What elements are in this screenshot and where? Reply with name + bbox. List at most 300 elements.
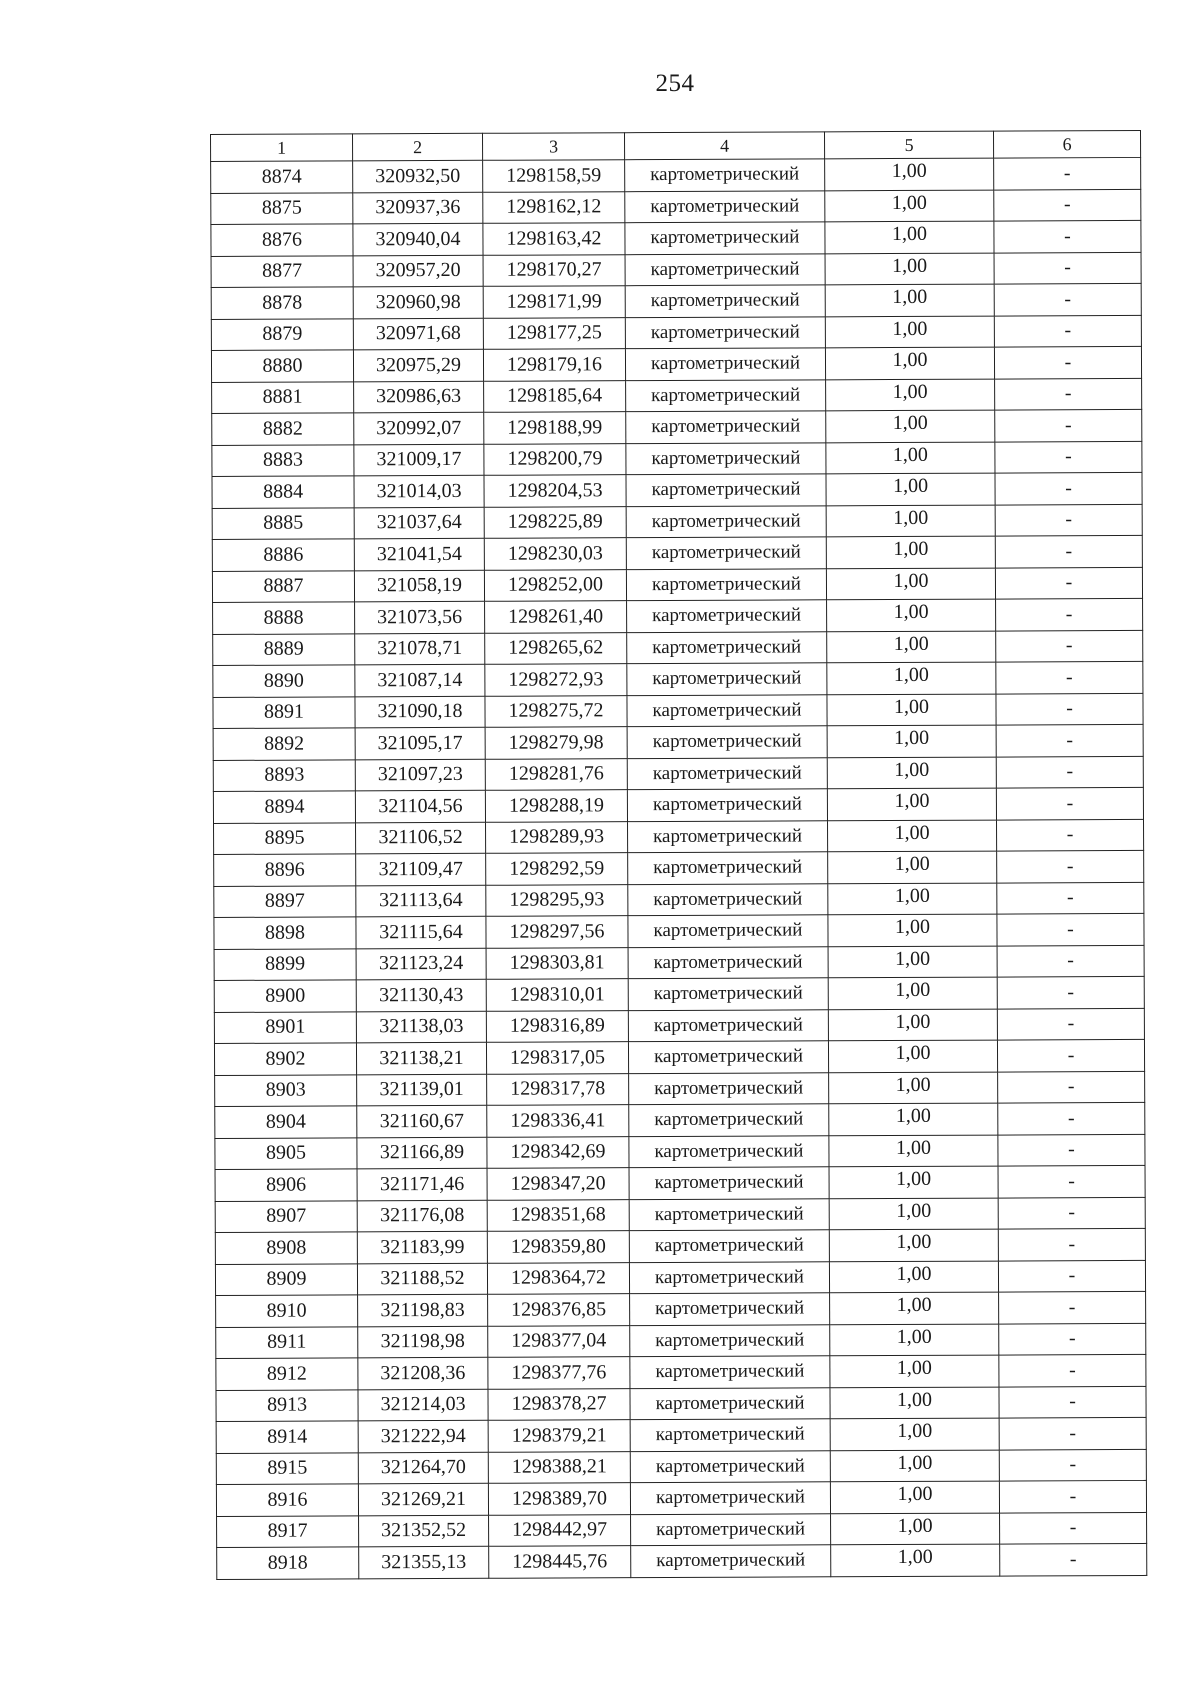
x-coordinate-cell: 321087,14 xyxy=(355,664,485,696)
description-cell: - xyxy=(996,693,1143,725)
accuracy-cell: 1,00 xyxy=(826,505,995,537)
table-row xyxy=(215,1197,1145,1233)
method-cell: картометрический xyxy=(626,411,826,443)
method-cell: картометрический xyxy=(625,348,825,380)
method-cell: картометрический xyxy=(626,474,826,506)
x-coordinate-cell: 321160,67 xyxy=(357,1105,487,1137)
accuracy-cell: 1,00 xyxy=(826,473,995,505)
table-row xyxy=(212,378,1142,414)
y-coordinate-cell: 1298281,76 xyxy=(485,758,627,790)
point-number-cell: 8891 xyxy=(213,696,355,728)
accuracy-cell: 1,00 xyxy=(826,536,995,568)
table-row xyxy=(214,945,1144,981)
description-cell: - xyxy=(994,315,1141,347)
table-row xyxy=(214,819,1144,855)
table-row xyxy=(211,283,1141,319)
method-cell: картометрический xyxy=(628,820,828,852)
method-cell: картометрический xyxy=(628,852,828,884)
y-coordinate-cell: 1298303,81 xyxy=(486,947,628,979)
method-cell: картометрический xyxy=(625,159,825,191)
table-row xyxy=(214,976,1144,1012)
method-cell: картометрический xyxy=(627,789,827,821)
y-coordinate-cell: 1298377,04 xyxy=(488,1325,630,1357)
y-coordinate-cell: 1298272,93 xyxy=(485,664,627,696)
accuracy-cell: 1,00 xyxy=(828,1040,997,1072)
accuracy-cell: 1,00 xyxy=(829,1229,998,1261)
method-cell: картометрический xyxy=(629,1167,829,1199)
method-cell: картометрический xyxy=(629,1230,829,1262)
method-cell: картометрический xyxy=(628,915,828,947)
description-cell: - xyxy=(998,1071,1145,1103)
x-coordinate-cell: 321355,13 xyxy=(359,1546,489,1578)
point-number-cell: 8885 xyxy=(212,507,354,539)
y-coordinate-cell: 1298204,53 xyxy=(484,475,626,507)
y-coordinate-cell: 1298158,59 xyxy=(483,160,625,192)
accuracy-cell: 1,00 xyxy=(826,410,995,442)
description-cell: - xyxy=(996,598,1143,630)
method-cell: картометрический xyxy=(628,1009,828,1041)
x-coordinate-cell: 321139,01 xyxy=(357,1074,487,1106)
accuracy-cell: 1,00 xyxy=(828,946,997,978)
coordinates-table xyxy=(210,130,1147,1580)
point-number-cell: 8914 xyxy=(216,1421,358,1453)
accuracy-cell: 1,00 xyxy=(831,1544,1000,1576)
table-row xyxy=(213,661,1143,697)
description-cell: - xyxy=(995,409,1142,441)
accuracy-cell: 1,00 xyxy=(827,725,996,757)
table-header xyxy=(211,130,1141,161)
description-cell: - xyxy=(995,535,1142,567)
table-row xyxy=(215,1102,1145,1138)
x-coordinate-cell: 321078,71 xyxy=(355,633,485,665)
x-coordinate-cell: 321188,52 xyxy=(357,1263,487,1295)
method-cell: картометрический xyxy=(630,1293,830,1325)
description-cell: - xyxy=(997,913,1144,945)
point-number-cell: 8881 xyxy=(212,381,354,413)
description-cell: - xyxy=(996,724,1143,756)
accuracy-cell: 1,00 xyxy=(827,599,996,631)
x-coordinate-cell: 321073,56 xyxy=(355,601,485,633)
point-number-cell: 8890 xyxy=(213,665,355,697)
column-header-3: 3 xyxy=(482,133,624,161)
method-cell: картометрический xyxy=(626,568,826,600)
description-cell: - xyxy=(995,472,1142,504)
method-cell: картометрический xyxy=(625,190,825,222)
accuracy-cell: 1,00 xyxy=(827,631,996,663)
y-coordinate-cell: 1298297,56 xyxy=(486,916,628,948)
description-cell: - xyxy=(994,157,1141,189)
method-cell: картометрический xyxy=(629,1135,829,1167)
x-coordinate-cell: 321264,70 xyxy=(358,1452,488,1484)
accuracy-cell: 1,00 xyxy=(826,568,995,600)
table-row xyxy=(216,1323,1146,1359)
point-number-cell: 8911 xyxy=(216,1326,358,1358)
method-cell: картометрический xyxy=(626,442,826,474)
x-coordinate-cell: 321109,47 xyxy=(356,853,486,885)
y-coordinate-cell: 1298388,21 xyxy=(488,1451,630,1483)
x-coordinate-cell: 320992,07 xyxy=(354,412,484,444)
y-coordinate-cell: 1298288,19 xyxy=(485,790,627,822)
table-row xyxy=(216,1417,1146,1453)
accuracy-cell: 1,00 xyxy=(828,820,997,852)
y-coordinate-cell: 1298389,70 xyxy=(488,1483,630,1515)
method-cell: картометрический xyxy=(626,537,826,569)
x-coordinate-cell: 321037,64 xyxy=(354,507,484,539)
y-coordinate-cell: 1298351,68 xyxy=(487,1199,629,1231)
accuracy-cell: 1,00 xyxy=(830,1450,999,1482)
point-number-cell: 8879 xyxy=(211,318,353,350)
table-row xyxy=(211,346,1141,382)
y-coordinate-cell: 1298347,20 xyxy=(487,1168,629,1200)
accuracy-cell: 1,00 xyxy=(830,1387,999,1419)
y-coordinate-cell: 1298376,85 xyxy=(488,1294,630,1326)
y-coordinate-cell: 1298336,41 xyxy=(487,1105,629,1137)
description-cell: - xyxy=(998,1102,1145,1134)
table-row xyxy=(216,1449,1146,1485)
description-cell: - xyxy=(996,819,1143,851)
description-cell: - xyxy=(994,252,1141,284)
x-coordinate-cell: 321183,99 xyxy=(357,1231,487,1263)
method-cell: картометрический xyxy=(629,1104,829,1136)
point-number-cell: 8883 xyxy=(212,444,354,476)
point-number-cell: 8912 xyxy=(216,1358,358,1390)
y-coordinate-cell: 1298162,12 xyxy=(483,191,625,223)
table-row xyxy=(217,1512,1147,1548)
x-coordinate-cell: 321214,03 xyxy=(358,1389,488,1421)
x-coordinate-cell: 320960,98 xyxy=(353,286,483,318)
method-cell: картометрический xyxy=(626,505,826,537)
point-number-cell: 8882 xyxy=(212,413,354,445)
column-header-4: 4 xyxy=(624,132,824,160)
point-number-cell: 8908 xyxy=(215,1232,357,1264)
table-row xyxy=(215,1165,1145,1201)
description-cell: - xyxy=(997,1008,1144,1040)
description-cell: - xyxy=(1000,1512,1147,1544)
method-cell: картометрический xyxy=(630,1419,830,1451)
method-cell: картометрический xyxy=(625,285,825,317)
method-cell: картометрический xyxy=(625,253,825,285)
x-coordinate-cell: 321208,36 xyxy=(358,1357,488,1389)
method-cell: картометрический xyxy=(625,316,825,348)
method-cell: картометрический xyxy=(628,946,828,978)
point-number-cell: 8906 xyxy=(215,1169,357,1201)
x-coordinate-cell: 321198,98 xyxy=(358,1326,488,1358)
point-number-cell: 8895 xyxy=(214,822,356,854)
y-coordinate-cell: 1298445,76 xyxy=(489,1546,631,1578)
y-coordinate-cell: 1298292,59 xyxy=(486,853,628,885)
point-number-cell: 8875 xyxy=(211,192,353,224)
description-cell: - xyxy=(998,1228,1145,1260)
accuracy-cell: 1,00 xyxy=(825,253,994,285)
y-coordinate-cell: 1298200,79 xyxy=(484,443,626,475)
y-coordinate-cell: 1298310,01 xyxy=(486,979,628,1011)
y-coordinate-cell: 1298279,98 xyxy=(485,727,627,759)
point-number-cell: 8907 xyxy=(215,1200,357,1232)
x-coordinate-cell: 320971,68 xyxy=(353,318,483,350)
accuracy-cell: 1,00 xyxy=(829,1103,998,1135)
x-coordinate-cell: 321138,21 xyxy=(356,1042,486,1074)
method-cell: картометрический xyxy=(628,978,828,1010)
y-coordinate-cell: 1298230,03 xyxy=(484,538,626,570)
accuracy-cell: 1,00 xyxy=(826,442,995,474)
point-number-cell: 8888 xyxy=(213,602,355,634)
table-row xyxy=(212,535,1142,571)
y-coordinate-cell: 1298275,72 xyxy=(485,695,627,727)
x-coordinate-cell: 321171,46 xyxy=(357,1168,487,1200)
table-row xyxy=(211,220,1141,256)
x-coordinate-cell: 321041,54 xyxy=(354,538,484,570)
y-coordinate-cell: 1298295,93 xyxy=(486,884,628,916)
accuracy-cell: 1,00 xyxy=(827,662,996,694)
point-number-cell: 8897 xyxy=(214,885,356,917)
table-row xyxy=(216,1354,1146,1390)
y-coordinate-cell: 1298170,27 xyxy=(483,254,625,286)
point-number-cell: 8892 xyxy=(213,728,355,760)
x-coordinate-cell: 321352,52 xyxy=(359,1515,489,1547)
accuracy-cell: 1,00 xyxy=(829,1135,998,1167)
point-number-cell: 8915 xyxy=(216,1452,358,1484)
point-number-cell: 8884 xyxy=(212,476,354,508)
column-header-1: 1 xyxy=(211,134,353,162)
description-cell: - xyxy=(997,882,1144,914)
description-cell: - xyxy=(999,1323,1146,1355)
point-number-cell: 8904 xyxy=(215,1106,357,1138)
column-header-5: 5 xyxy=(824,131,993,159)
point-number-cell: 8902 xyxy=(214,1043,356,1075)
x-coordinate-cell: 321009,17 xyxy=(354,444,484,476)
accuracy-cell: 1,00 xyxy=(825,316,994,348)
x-coordinate-cell: 320937,36 xyxy=(353,192,483,224)
description-cell: - xyxy=(999,1449,1146,1481)
x-coordinate-cell: 320975,29 xyxy=(353,349,483,381)
table-row xyxy=(211,315,1141,351)
column-header-6: 6 xyxy=(993,130,1140,158)
point-number-cell: 8878 xyxy=(211,287,353,319)
point-number-cell: 8913 xyxy=(216,1389,358,1421)
accuracy-cell: 1,00 xyxy=(830,1292,999,1324)
y-coordinate-cell: 1298378,27 xyxy=(488,1388,630,1420)
method-cell: картометрический xyxy=(625,222,825,254)
description-cell: - xyxy=(999,1354,1146,1386)
table-row xyxy=(214,1008,1144,1044)
description-cell: - xyxy=(998,1134,1145,1166)
point-number-cell: 8905 xyxy=(215,1137,357,1169)
table-row xyxy=(216,1386,1146,1422)
x-coordinate-cell: 320986,63 xyxy=(354,381,484,413)
y-coordinate-cell: 1298316,89 xyxy=(486,1010,628,1042)
y-coordinate-cell: 1298289,93 xyxy=(486,821,628,853)
x-coordinate-cell: 320957,20 xyxy=(353,255,483,287)
accuracy-cell: 1,00 xyxy=(826,379,995,411)
table-row xyxy=(211,252,1141,288)
description-cell: - xyxy=(999,1291,1146,1323)
accuracy-cell: 1,00 xyxy=(828,851,997,883)
description-cell: - xyxy=(997,945,1144,977)
accuracy-cell: 1,00 xyxy=(827,694,996,726)
description-cell: - xyxy=(994,346,1141,378)
table-row xyxy=(213,787,1143,823)
accuracy-cell: 1,00 xyxy=(828,883,997,915)
method-cell: картометрический xyxy=(630,1324,830,1356)
x-coordinate-cell: 321104,56 xyxy=(355,790,485,822)
description-cell: - xyxy=(997,1039,1144,1071)
table-row xyxy=(212,567,1142,603)
description-cell: - xyxy=(997,850,1144,882)
y-coordinate-cell: 1298188,99 xyxy=(484,412,626,444)
method-cell: картометрический xyxy=(628,1041,828,1073)
table-row xyxy=(213,598,1143,634)
accuracy-cell: 1,00 xyxy=(829,1261,998,1293)
method-cell: картометрический xyxy=(630,1387,830,1419)
method-cell: картометрический xyxy=(629,1072,829,1104)
y-coordinate-cell: 1298359,80 xyxy=(487,1231,629,1263)
accuracy-cell: 1,00 xyxy=(828,977,997,1009)
accuracy-cell: 1,00 xyxy=(829,1166,998,1198)
point-number-cell: 8896 xyxy=(214,854,356,886)
table-body xyxy=(211,157,1147,1579)
point-number-cell: 8877 xyxy=(211,255,353,287)
point-number-cell: 8893 xyxy=(213,759,355,791)
x-coordinate-cell: 321198,83 xyxy=(358,1294,488,1326)
accuracy-cell: 1,00 xyxy=(831,1513,1000,1545)
table-row xyxy=(213,724,1143,760)
point-number-cell: 8918 xyxy=(217,1547,359,1579)
column-header-2: 2 xyxy=(353,133,483,161)
x-coordinate-cell: 321058,19 xyxy=(354,570,484,602)
accuracy-cell: 1,00 xyxy=(829,1198,998,1230)
accuracy-cell: 1,00 xyxy=(825,284,994,316)
description-cell: - xyxy=(994,189,1141,221)
y-coordinate-cell: 1298364,72 xyxy=(487,1262,629,1294)
description-cell: - xyxy=(995,504,1142,536)
method-cell: картометрический xyxy=(629,1198,829,1230)
point-number-cell: 8916 xyxy=(216,1484,358,1516)
method-cell: картометрический xyxy=(627,726,827,758)
y-coordinate-cell: 1298171,99 xyxy=(483,286,625,318)
accuracy-cell: 1,00 xyxy=(825,190,994,222)
point-number-cell: 8880 xyxy=(211,350,353,382)
description-cell: - xyxy=(995,378,1142,410)
accuracy-cell: 1,00 xyxy=(825,158,994,190)
description-cell: - xyxy=(996,661,1143,693)
accuracy-cell: 1,00 xyxy=(830,1355,999,1387)
table-row xyxy=(214,850,1144,886)
method-cell: картометрический xyxy=(626,379,826,411)
point-number-cell: 8876 xyxy=(211,224,353,256)
table-row xyxy=(216,1291,1146,1327)
method-cell: картометрический xyxy=(627,631,827,663)
description-cell: - xyxy=(1000,1543,1147,1575)
description-cell: - xyxy=(995,441,1142,473)
description-cell: - xyxy=(999,1417,1146,1449)
accuracy-cell: 1,00 xyxy=(830,1481,999,1513)
description-cell: - xyxy=(998,1165,1145,1197)
table-row xyxy=(213,693,1143,729)
y-coordinate-cell: 1298377,76 xyxy=(488,1357,630,1389)
table-row xyxy=(212,472,1142,508)
description-cell: - xyxy=(999,1480,1146,1512)
x-coordinate-cell: 321123,24 xyxy=(356,948,486,980)
description-cell: - xyxy=(996,787,1143,819)
point-number-cell: 8874 xyxy=(211,161,353,193)
point-number-cell: 8887 xyxy=(212,570,354,602)
method-cell: картометрический xyxy=(628,883,828,915)
y-coordinate-cell: 1298179,16 xyxy=(483,349,625,381)
x-coordinate-cell: 321176,08 xyxy=(357,1200,487,1232)
accuracy-cell: 1,00 xyxy=(827,788,996,820)
accuracy-cell: 1,00 xyxy=(829,1072,998,1104)
x-coordinate-cell: 321090,18 xyxy=(355,696,485,728)
x-coordinate-cell: 321014,03 xyxy=(354,475,484,507)
accuracy-cell: 1,00 xyxy=(830,1418,999,1450)
method-cell: картометрический xyxy=(630,1356,830,1388)
accuracy-cell: 1,00 xyxy=(827,757,996,789)
description-cell: - xyxy=(997,976,1144,1008)
x-coordinate-cell: 321138,03 xyxy=(356,1011,486,1043)
method-cell: картометрический xyxy=(627,694,827,726)
x-coordinate-cell: 321166,89 xyxy=(357,1137,487,1169)
x-coordinate-cell: 321222,94 xyxy=(358,1420,488,1452)
x-coordinate-cell: 321106,52 xyxy=(356,822,486,854)
header-row xyxy=(211,130,1141,161)
method-cell: картометрический xyxy=(630,1482,830,1514)
point-number-cell: 8910 xyxy=(216,1295,358,1327)
table-row xyxy=(215,1071,1145,1107)
method-cell: картометрический xyxy=(630,1450,830,1482)
x-coordinate-cell: 321095,17 xyxy=(355,727,485,759)
y-coordinate-cell: 1298261,40 xyxy=(485,601,627,633)
method-cell: картометрический xyxy=(631,1513,831,1545)
y-coordinate-cell: 1298342,69 xyxy=(487,1136,629,1168)
table-row xyxy=(215,1260,1145,1296)
description-cell: - xyxy=(998,1260,1145,1292)
x-coordinate-cell: 321097,23 xyxy=(355,759,485,791)
table-row xyxy=(213,630,1143,666)
x-coordinate-cell: 321269,21 xyxy=(358,1483,488,1515)
x-coordinate-cell: 321130,43 xyxy=(356,979,486,1011)
table-row xyxy=(212,441,1142,477)
table-row xyxy=(217,1543,1147,1579)
method-cell: картометрический xyxy=(627,757,827,789)
point-number-cell: 8886 xyxy=(212,539,354,571)
table-row xyxy=(211,189,1141,225)
point-number-cell: 8898 xyxy=(214,917,356,949)
description-cell: - xyxy=(999,1386,1146,1418)
table-row xyxy=(214,882,1144,918)
y-coordinate-cell: 1298442,97 xyxy=(489,1514,631,1546)
y-coordinate-cell: 1298252,00 xyxy=(484,569,626,601)
method-cell: картометрический xyxy=(631,1545,831,1577)
point-number-cell: 8917 xyxy=(217,1515,359,1547)
point-number-cell: 8903 xyxy=(215,1074,357,1106)
y-coordinate-cell: 1298317,78 xyxy=(487,1073,629,1105)
accuracy-cell: 1,00 xyxy=(828,1009,997,1041)
table-row xyxy=(212,504,1142,540)
table-row xyxy=(214,913,1144,949)
point-number-cell: 8901 xyxy=(214,1011,356,1043)
table-row xyxy=(214,1039,1144,1075)
y-coordinate-cell: 1298163,42 xyxy=(483,223,625,255)
table-row xyxy=(215,1228,1145,1264)
description-cell: - xyxy=(996,756,1143,788)
point-number-cell: 8909 xyxy=(215,1263,357,1295)
description-cell: - xyxy=(994,283,1141,315)
y-coordinate-cell: 1298225,89 xyxy=(484,506,626,538)
x-coordinate-cell: 321115,64 xyxy=(356,916,486,948)
accuracy-cell: 1,00 xyxy=(828,914,997,946)
point-number-cell: 8900 xyxy=(214,980,356,1012)
x-coordinate-cell: 320940,04 xyxy=(353,223,483,255)
